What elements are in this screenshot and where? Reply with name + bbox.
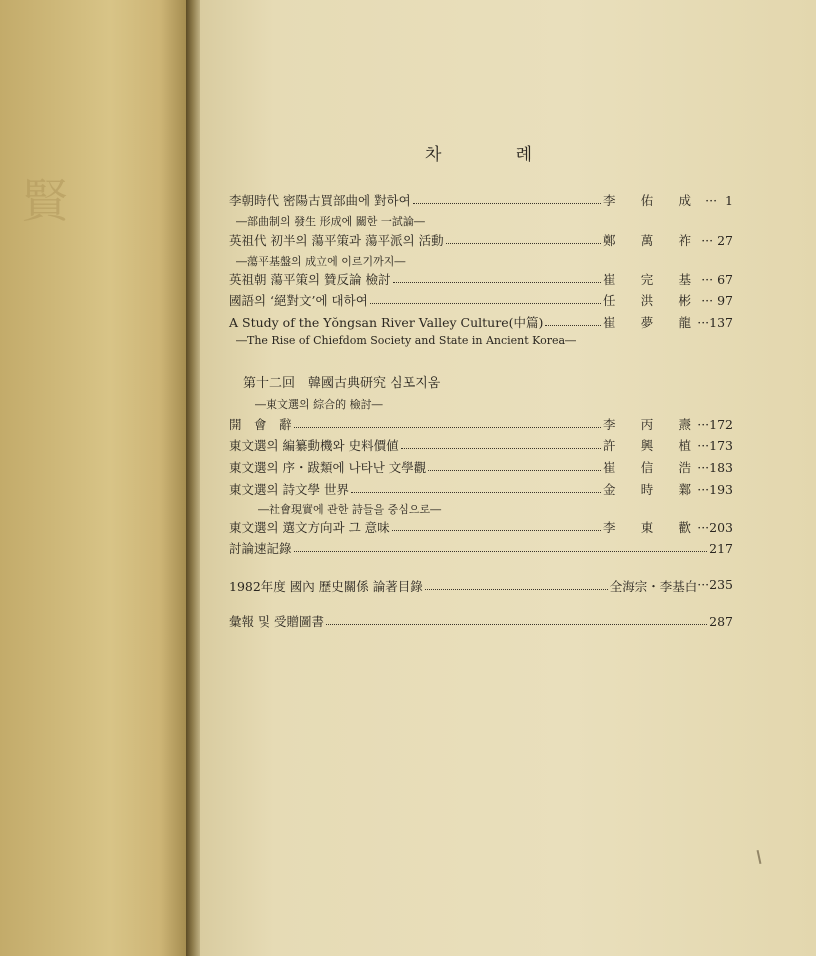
section-subtitle: ―東文選의 綜合的 檢討― — [255, 398, 383, 411]
toc-entry — [229, 458, 733, 476]
toc-entry — [229, 577, 733, 595]
entry-title: 東文選의 選文方向과 그 意味 — [229, 520, 390, 535]
toc-entry — [229, 415, 733, 433]
toc-entry — [229, 612, 733, 630]
dot-leader — [446, 242, 601, 244]
entry-author: 任 洪 彬 — [603, 293, 691, 308]
toc-entry — [229, 313, 733, 331]
toc-entry — [229, 291, 733, 309]
entry-title: 東文選의 序・跋類에 나타난 文學觀 — [229, 460, 427, 475]
entry-title: 東文選의 編纂動機와 史料價値 — [229, 438, 399, 453]
entry-subtitle: ―部曲制의 發生 形成에 關한 一試論― — [236, 215, 425, 228]
entry-author: 崔 信 浩 — [603, 460, 691, 475]
entry-page: ···193 — [697, 481, 733, 497]
entry-page: ··· 27 — [701, 232, 733, 248]
entry-subtitle: ―The Rise of Chiefdom Society and State in Ancient Korea― — [236, 334, 577, 347]
toc-entry — [229, 518, 733, 536]
entry-author: 李 東 歡 — [603, 520, 691, 535]
dot-leader — [351, 491, 601, 493]
page-title: 차 례 — [425, 145, 535, 165]
dot-leader — [401, 447, 601, 449]
entry-page: 287 — [709, 613, 733, 629]
entry-author: 李 丙 燾 — [603, 417, 691, 432]
toc-entry — [229, 191, 733, 209]
dot-leader — [413, 202, 601, 204]
dot-leader — [392, 529, 601, 531]
entry-title: 英祖代 初半의 蕩平策과 蕩平派의 活動 — [229, 233, 444, 248]
section-heading: 第十二回 韓國古典研究 심포지움 — [243, 376, 441, 391]
toc-entry — [229, 539, 733, 557]
entry-page: ···183 — [697, 459, 733, 475]
entry-title: 國語의 ‘絕對文’에 대하여 — [229, 293, 368, 308]
dot-leader — [545, 324, 601, 326]
entry-page: 217 — [709, 540, 733, 556]
toc-entry — [229, 231, 733, 249]
entry-author: 鄭 萬 祚 — [603, 233, 691, 248]
entry-title: A Study of the Yŏngsan River Valley Culture(中篇) — [229, 315, 544, 330]
entry-title: 開 會 辭 — [229, 417, 292, 432]
entry-author: 金 時 鄴 — [603, 482, 691, 497]
entry-subtitle: ―社會現實에 관한 詩들을 중심으로― — [258, 503, 442, 516]
bleed-through-glyph: 賢 — [22, 174, 68, 228]
entry-title: 英祖朝 蕩平策의 贊反論 檢討 — [229, 272, 391, 287]
entry-page: ··· 67 — [701, 271, 733, 287]
entry-title: 討論速記錄 — [229, 541, 292, 556]
entry-subtitle: ―蕩平基盤의 成立에 이르기까지― — [236, 255, 406, 268]
entry-page: ···172 — [697, 416, 733, 432]
dot-leader — [425, 588, 608, 590]
entry-title: 1982年度 國內 歷史關係 論著目錄 — [229, 579, 423, 594]
entry-author: 崔 夢 龍 — [603, 315, 691, 330]
dot-leader — [326, 623, 707, 625]
entry-author: 全海宗・李基白 ··· 235 — [609, 577, 733, 594]
entry-page: ···137 — [697, 314, 733, 330]
entry-page: ···203 — [697, 519, 733, 535]
entry-author: 崔 完 基 — [603, 272, 691, 287]
entry-author: 許 興 植 — [603, 438, 691, 453]
dot-leader — [393, 281, 602, 283]
entry-title: 東文選의 詩文學 世界 — [229, 482, 350, 497]
toc-entry — [229, 436, 733, 454]
toc-entry — [229, 270, 733, 288]
entry-author: 李 佑 成 — [603, 193, 691, 208]
entry-title: 彙報 및 受贈圖書 — [229, 614, 325, 629]
entry-page: ··· 1 — [705, 192, 733, 208]
dot-leader — [294, 550, 708, 552]
entry-page: ···173 — [697, 437, 733, 453]
entry-page: ··· 97 — [701, 292, 733, 308]
dot-leader — [294, 426, 601, 428]
entry-title: 李朝時代 密陽古買部曲에 對하여 — [229, 193, 411, 208]
toc-entry — [229, 480, 733, 498]
dot-leader — [428, 469, 601, 471]
dot-leader — [370, 302, 601, 304]
left-page — [0, 0, 200, 956]
